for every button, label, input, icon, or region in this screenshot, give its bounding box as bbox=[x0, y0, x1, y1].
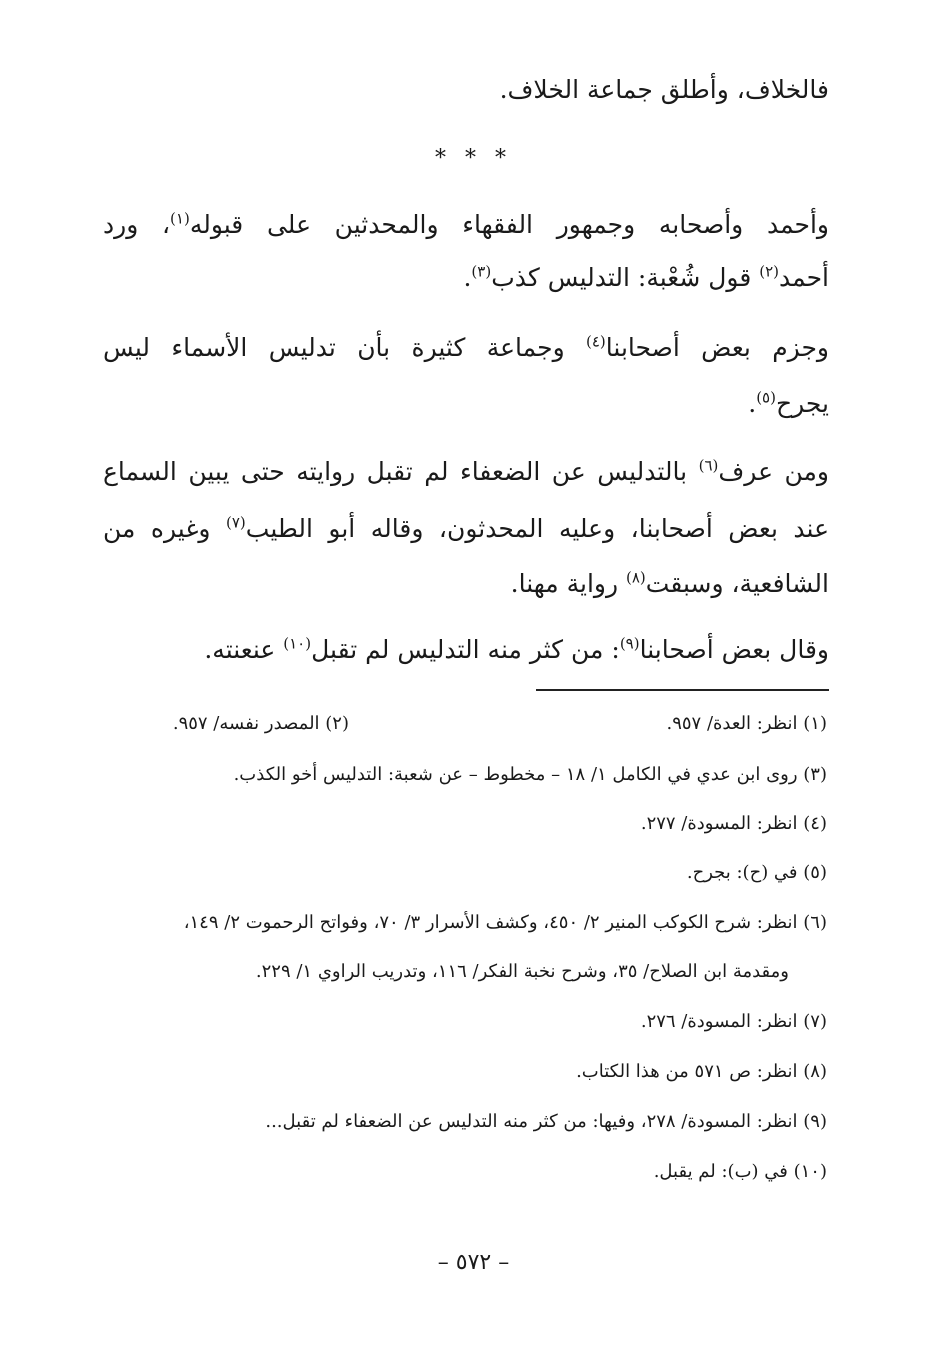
footnote-1: (١) انظر: العدة/ ٩٥٧. bbox=[666, 713, 827, 734]
footnote-8: (٨) انظر: ص ٥٧١ من هذا الكتاب. bbox=[576, 1061, 827, 1082]
page-number: – ٥٧٢ – bbox=[437, 1250, 510, 1275]
footnote-7: (٧) انظر: المسودة/ ٢٧٦. bbox=[640, 1011, 827, 1032]
footnote-ref-8[interactable]: (٨) bbox=[626, 568, 646, 587]
footnote-ref-2[interactable]: (٢) bbox=[759, 262, 780, 281]
footnote-ref-6[interactable]: (٦) bbox=[698, 456, 719, 475]
footnote-9: (٩) انظر: المسودة/ ٢٧٨، وفيها: من كثر منه التدليس عن الضعفاء لم تقبل... bbox=[265, 1111, 827, 1132]
footnote-ref-4[interactable]: (٤) bbox=[586, 332, 606, 351]
footnote-6-line-2: ومقدمة ابن الصلاح/ ٣٥، وشرح نخبة الفكر/ ١١٦، وتدريب الراوي ١/ ٢٢٩. bbox=[255, 961, 789, 982]
footnote-10: (١٠) في (ب): لم يقبل. bbox=[653, 1161, 827, 1182]
top-line-text: فالخلاف، وأطلق جماعة الخلاف. bbox=[499, 75, 829, 104]
paragraph-3-line-3: الشافعية، وسبقت$^{(٨)}$ رواية مهنا. bbox=[510, 568, 829, 598]
paragraph-1-line-1: وأحمد وأصحابه وجمهور الفقهاء والمحدثين على قبوله$^{(١)}$، ورد bbox=[103, 209, 829, 239]
footnote-4: (٤) انظر: المسودة/ ٢٧٧. bbox=[640, 813, 827, 834]
section-separator: * * * bbox=[435, 146, 512, 171]
paragraph-2-line-1: وجزم بعض أصحابنا$^{(٤)}$ وجماعة كثيرة بأن تدليس الأسماء ليس bbox=[103, 332, 829, 362]
footnote-ref-1[interactable]: (١) bbox=[170, 209, 190, 228]
top-line bbox=[500, 70, 829, 110]
paragraph-1-line-2: أحمد$^{(٢)}$ قول شُعْبة: التدليس كذب$^{(٣)}$. bbox=[463, 262, 829, 292]
paragraph-2-line-2: يجرح$^{(٥)}$. bbox=[748, 388, 829, 418]
footnote-3: (٣) روى ابن عدي في الكامل ١/ ١٨ – مخطوط – عن شعبة: التدليس أخو الكذب. bbox=[233, 764, 827, 785]
footnote-divider bbox=[536, 689, 829, 691]
footnote-ref-9[interactable]: (٩) bbox=[619, 634, 640, 653]
footnote-ref-5[interactable]: (٥) bbox=[756, 388, 776, 407]
paragraph-3-line-2: عند بعض أصحابنا، وعليه المحدثون، وقاله أبو الطيب$^{(٧)}$ وغيره من bbox=[103, 513, 829, 543]
footnote-2: (٢) المصدر نفسه/ ٩٥٧. bbox=[172, 713, 349, 734]
footnote-6-line-1: (٦) انظر: شرح الكوكب المنير ٢/ ٤٥٠، وكشف الأسرار ٣/ ٧٠، وفواتح الرحموت ٢/ ١٤٩، bbox=[183, 912, 827, 933]
footnote-ref-3[interactable]: (٣) bbox=[471, 262, 492, 281]
footnote-ref-7[interactable]: (٧) bbox=[226, 513, 246, 532]
footnote-ref-10[interactable]: (١٠) bbox=[283, 634, 312, 653]
paragraph-4-line-1: وقال بعض أصحابنا$^{(٩)}$: من كثر منه التدليس لم تقبل$^{(١٠)}$ عنعنته. bbox=[204, 634, 829, 664]
paragraph-3-line-1: ومن عرف$^{(٦)}$ بالتدليس عن الضعفاء لم تقبل روايته حتى يبين السماع bbox=[103, 456, 829, 486]
footnote-5: (٥) في (ح): بجرح. bbox=[686, 862, 827, 883]
